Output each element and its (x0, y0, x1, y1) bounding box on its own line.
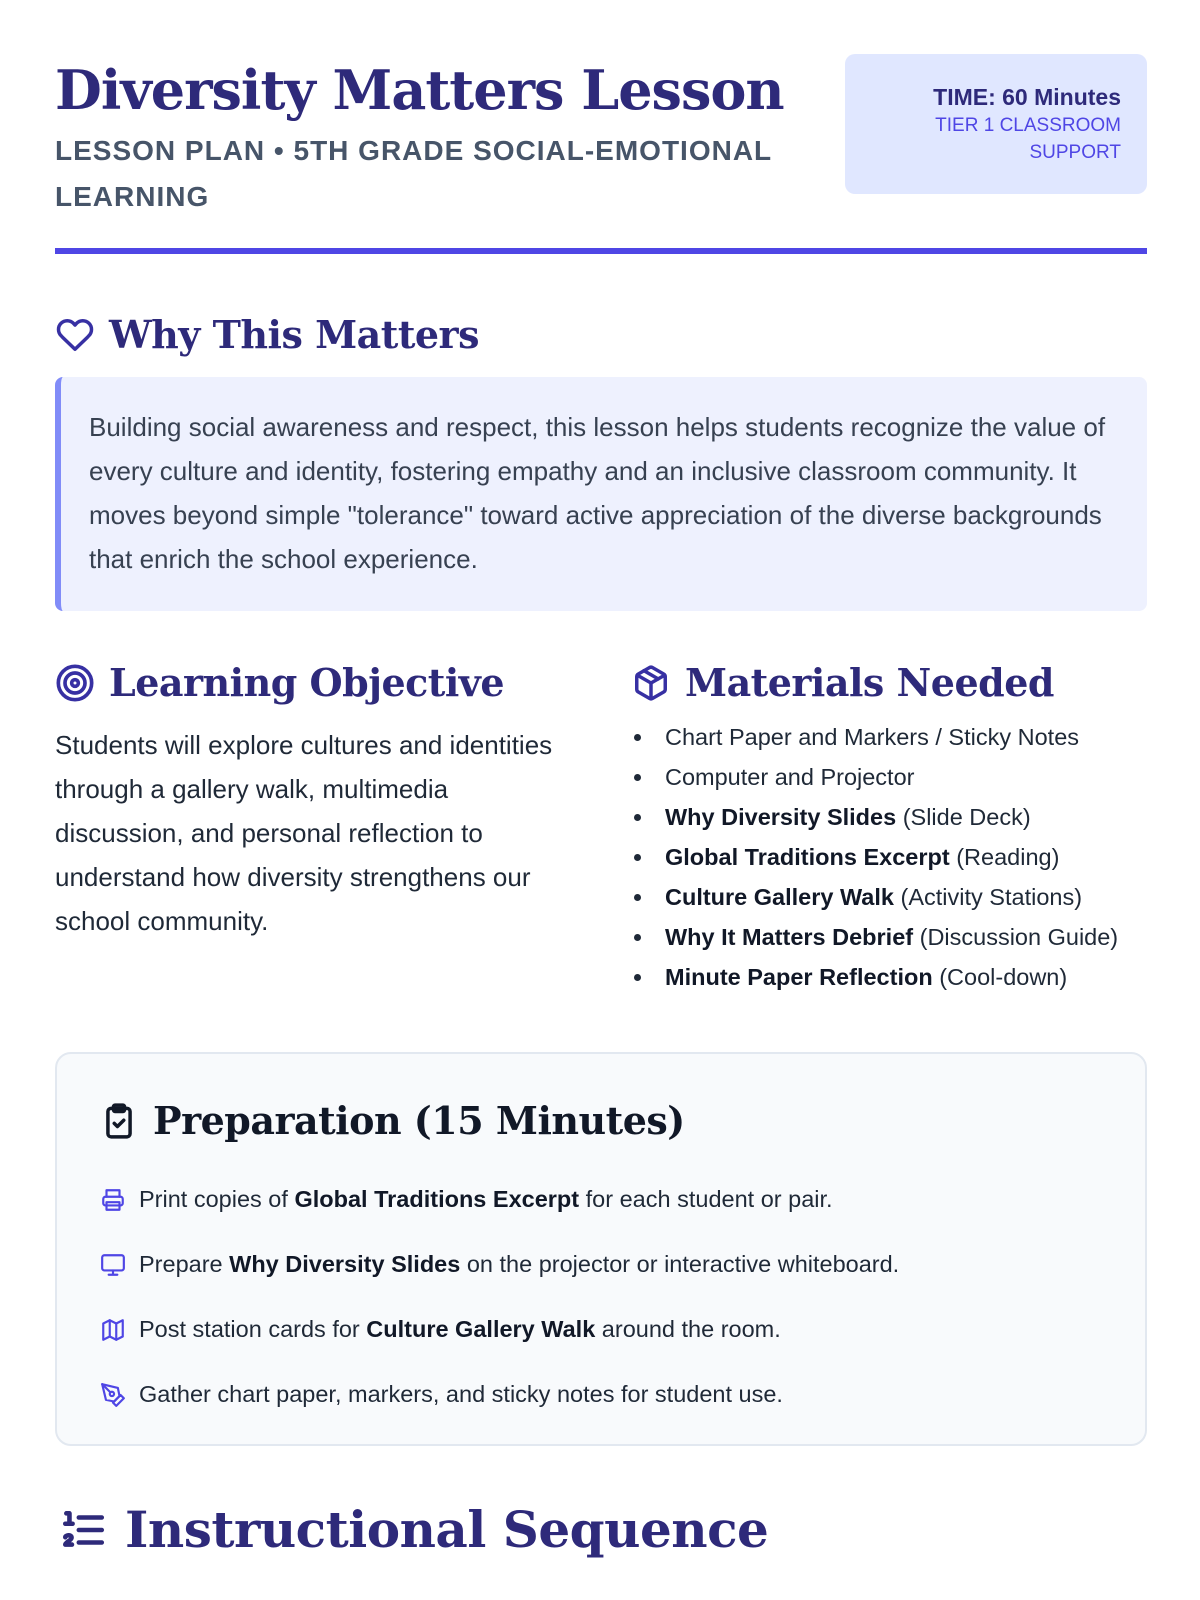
preparation-card (55, 1052, 1147, 1446)
materials-heading (631, 660, 1151, 705)
preparation-heading (99, 1098, 1101, 1143)
sequence-heading (55, 1500, 1147, 1559)
prep-text (139, 1381, 783, 1408)
prep-text-post: on the projector or interactive whiteboard. (460, 1251, 900, 1277)
prep-text-pre: Gather chart paper, markers, and sticky notes for student use. (139, 1381, 783, 1407)
why-callout: Building social awareness and respect, this lesson helps students recognize the value of every culture and identity, fostering empathy and an inclusive classroom community. It moves beyond simple "tolerance" toward active appreciation of the diverse backgrounds that enrich the school experience. (55, 377, 1147, 611)
preparation-title: Preparation (15 Minutes) (153, 1098, 685, 1143)
material-text: (Activity Stations) (893, 884, 1083, 910)
material-text: (Discussion Guide) (913, 924, 1119, 950)
why-title: Why This Matters (109, 312, 479, 357)
material-bold: Why Diversity Slides (665, 804, 897, 830)
list-item (99, 1167, 1101, 1232)
list-ordered-icon (55, 1502, 111, 1558)
list-item (99, 1297, 1101, 1362)
bullet-icon (634, 934, 641, 941)
prep-text (139, 1251, 899, 1278)
page-title: Diversity Matters Lesson (55, 58, 784, 122)
prep-text-post: around the room. (595, 1316, 781, 1342)
map-icon (99, 1316, 127, 1344)
clipboard-check-icon (99, 1101, 139, 1141)
material-bold: Culture Gallery Walk (665, 884, 894, 910)
objective-text: Students will explore cultures and identities through a gallery walk, multimedia discussion, and personal reflection to understand how diversity strengthens our school community. (55, 730, 553, 936)
sequence-section (55, 1500, 1147, 1559)
page-subtitle: LESSON PLAN • 5TH GRADE SOCIAL-EMOTIONAL LEARNING (55, 135, 772, 212)
prep-text-pre: Print copies of (139, 1186, 295, 1212)
materials-title: Materials Needed (685, 660, 1054, 705)
sequence-title: Instructional Sequence (125, 1500, 769, 1559)
prep-text-bold: Global Traditions Excerpt (294, 1186, 580, 1212)
list-item (631, 837, 1151, 877)
list-item (631, 957, 1151, 997)
box-icon (631, 663, 671, 703)
list-item (631, 797, 1151, 837)
material-text: (Slide Deck) (896, 804, 1031, 830)
heart-icon (55, 315, 95, 355)
material-bold: Global Traditions Excerpt (665, 844, 950, 870)
monitor-icon (99, 1251, 127, 1279)
bullet-icon (634, 894, 641, 901)
preparation-list (99, 1167, 1101, 1427)
bullet-icon (634, 734, 641, 741)
prep-text-post: for each student or pair. (579, 1186, 833, 1212)
objective-heading (55, 660, 575, 705)
list-item (99, 1232, 1101, 1297)
material-text: Chart Paper and Markers / Sticky Notes (665, 724, 1080, 750)
material-text: (Reading) (949, 844, 1060, 870)
list-item (631, 917, 1151, 957)
materials-list (631, 717, 1151, 997)
time-label: TIME: 60 Minutes (933, 84, 1121, 110)
material-bold: Minute Paper Reflection (665, 964, 933, 990)
pen-tool-icon (99, 1381, 127, 1409)
target-icon (55, 663, 95, 703)
bullet-icon (634, 814, 641, 821)
tier-label: TIER 1 CLASSROOM SUPPORT (935, 115, 1121, 163)
header (55, 52, 1147, 252)
materials-section (631, 660, 1151, 997)
time-card (845, 54, 1147, 194)
objective-section (55, 660, 575, 943)
material-text: Computer and Projector (665, 764, 915, 790)
prep-text-bold: Culture Gallery Walk (366, 1316, 596, 1342)
prep-text-pre: Post station cards for (139, 1316, 367, 1342)
why-section (55, 312, 1147, 611)
bullet-icon (634, 974, 641, 981)
bullet-icon (634, 774, 641, 781)
printer-icon (99, 1186, 127, 1214)
list-item (631, 877, 1151, 917)
header-divider (55, 248, 1147, 254)
bullet-icon (634, 854, 641, 861)
prep-text-bold: Why Diversity Slides (229, 1251, 461, 1277)
prep-text (139, 1186, 833, 1213)
objective-title: Learning Objective (109, 660, 505, 705)
prep-text-pre: Prepare (139, 1251, 230, 1277)
list-item (631, 717, 1151, 757)
why-heading (55, 312, 1147, 357)
prep-text (139, 1316, 781, 1343)
material-bold: Why It Matters Debrief (665, 924, 914, 950)
material-text: (Cool-down) (932, 964, 1068, 990)
list-item (631, 757, 1151, 797)
list-item (99, 1362, 1101, 1427)
